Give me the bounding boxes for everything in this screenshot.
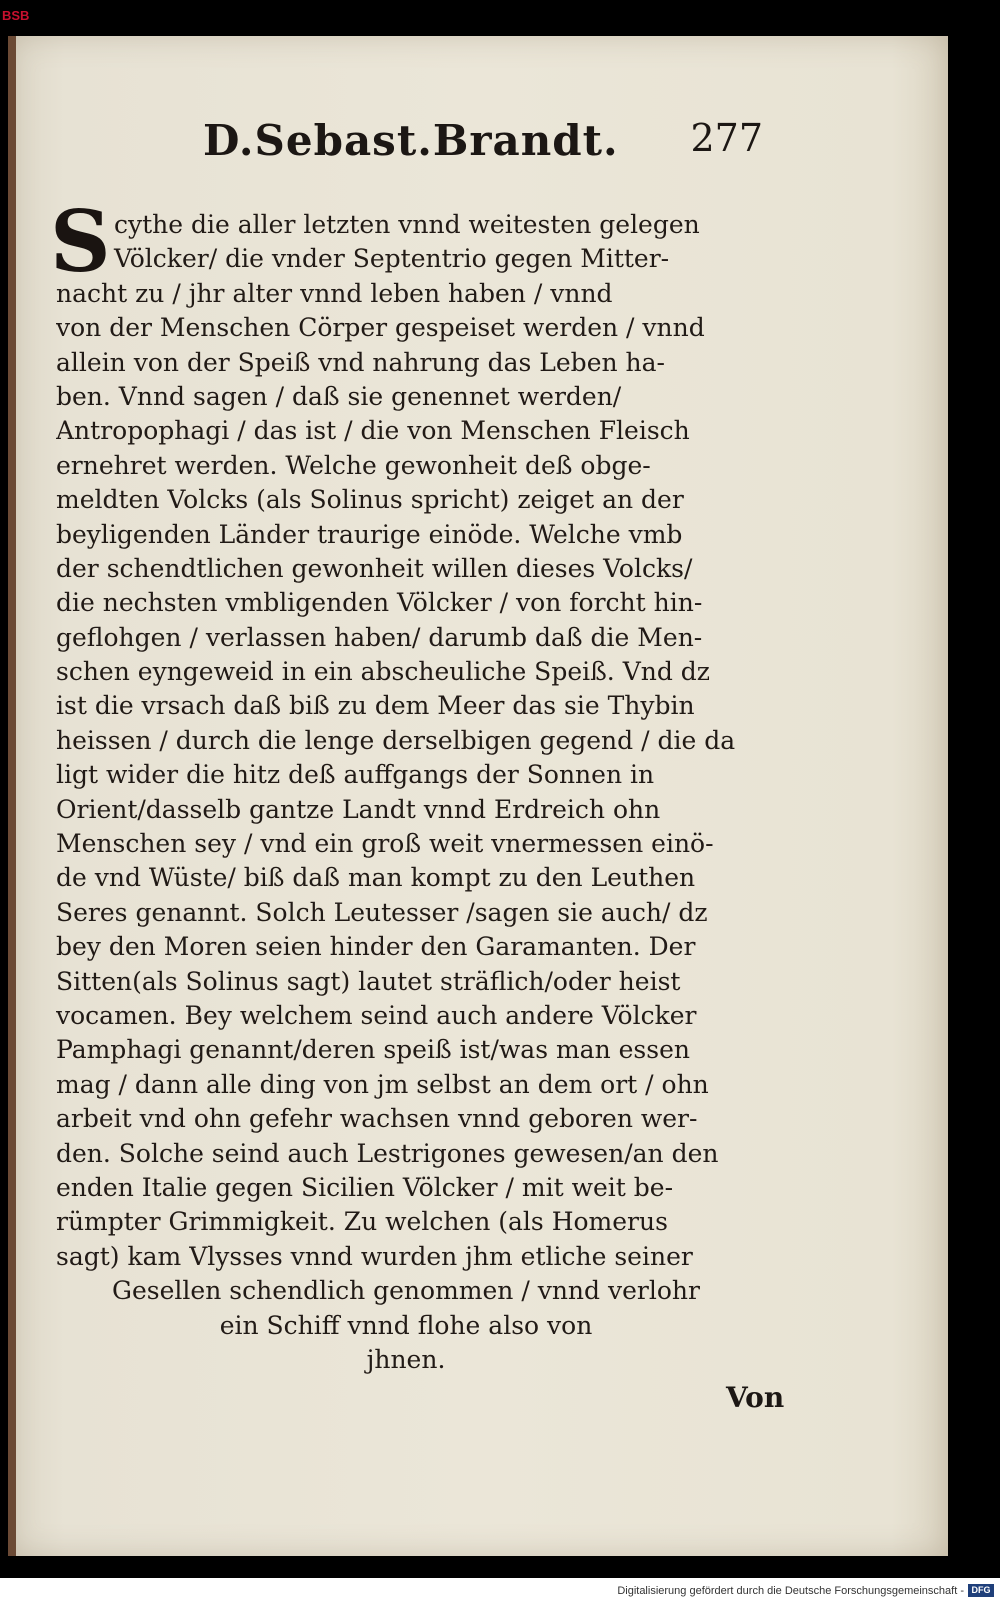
text-line: Gesellen schendlich genommen / vnnd verlohr	[112, 1276, 700, 1306]
funding-credit: Digitalisierung gefördert durch die Deutsche Forschungsgemeinschaft -	[617, 1585, 964, 1597]
text-line: vocamen. Bey welchem seind auch andere Völcker	[56, 1000, 697, 1030]
text-line: rümpter Grimmigkeit. Zu welchen (als Homerus	[56, 1207, 668, 1237]
library-badge: BSB	[2, 8, 30, 23]
text-line: meldten Volcks (als Solinus spricht) zeiget an der	[56, 485, 684, 515]
book-page	[8, 36, 948, 1556]
text-line: sagt) kam Vlysses vnnd wurden jhm etliche seiner	[56, 1241, 693, 1271]
text-line: Pamphagi genannt/deren speiß ist/was man essen	[56, 1035, 690, 1065]
drop-cap: S	[50, 192, 111, 291]
body-text	[50, 192, 796, 1377]
text-line: die nechsten vmbligenden Völcker / von forcht hin-	[56, 588, 703, 618]
text-line: ein Schiff vnnd flohe also von	[219, 1310, 593, 1340]
text-line: Völcker/ die vnder Septentrio gegen Mitter-	[114, 244, 670, 274]
text-line: Antropophagi / das ist / die von Menschen Fleisch	[56, 416, 690, 446]
text-line: Orient/dasselb gantze Landt vnnd Erdreich ohn	[56, 794, 661, 824]
text-line: Sitten(als Solinus sagt) lautet sträflich/oder heist	[56, 966, 681, 996]
text-line: nacht zu / jhr alter vnnd leben haben / vnnd	[56, 278, 613, 308]
text-line: enden Italie gegen Sicilien Völcker / mit weit be-	[56, 1172, 674, 1202]
text-line: ist die vrsach daß biß zu dem Meer das sie Thybin	[56, 691, 695, 721]
text-line: de vnd Wüste/ biß daß man kompt zu den Leuthen	[56, 863, 696, 893]
text-line: jhnen.	[366, 1344, 446, 1374]
text-line: der schendtlichen gewonheit willen dieses Volcks/	[56, 553, 693, 583]
text-line: allein von der Speiß vnd nahrung das Leben ha-	[56, 347, 665, 377]
text-line: ben. Vnnd sagen / daß sie genennet werden/	[56, 381, 622, 411]
text-line: arbeit vnd ohn gefehr wachsen vnnd geboren wer-	[56, 1104, 698, 1134]
text-line: mag / dann alle ding von jm selbst an dem ort / ohn	[56, 1069, 709, 1099]
footer-bar	[0, 1578, 1000, 1611]
page-header	[203, 116, 763, 176]
text-line: den. Solche seind auch Lestrigones gewesen/an den	[56, 1138, 719, 1168]
page-number: 277	[690, 116, 763, 160]
text-line: cythe die aller letzten vnnd weitesten gelegen	[114, 210, 700, 239]
catchword: Von	[726, 1381, 785, 1414]
text-line: Seres genannt. Solch Leutesser /sagen sie auch/ dz	[56, 897, 708, 927]
text-line: ligt wider die hitz deß auffgangs der Sonnen in	[56, 760, 655, 790]
text-line: ernehret werden. Welche gewonheit deß obge-	[56, 450, 651, 480]
page-spine	[8, 36, 16, 1556]
dfg-logo: DFG	[968, 1584, 994, 1597]
text-line: bey den Moren seien hinder den Garamanten. Der	[56, 932, 696, 962]
running-head: D.Sebast.Brandt.	[203, 116, 619, 165]
text-line: geflohgen / verlassen haben/ darumb daß die Men-	[56, 622, 703, 652]
text-line: beyligenden Länder traurige einöde. Welche vmb	[56, 519, 683, 549]
text-line: von der Menschen Cörper gespeiset werden / vnnd	[56, 313, 705, 343]
text-line: heissen / durch die lenge derselbigen gegend / die da	[56, 725, 736, 755]
text-line: Menschen sey / vnd ein groß weit vnermessen einö-	[56, 829, 714, 859]
text-line: schen eyngeweid in ein abscheuliche Speiß. Vnd dz	[56, 657, 710, 687]
